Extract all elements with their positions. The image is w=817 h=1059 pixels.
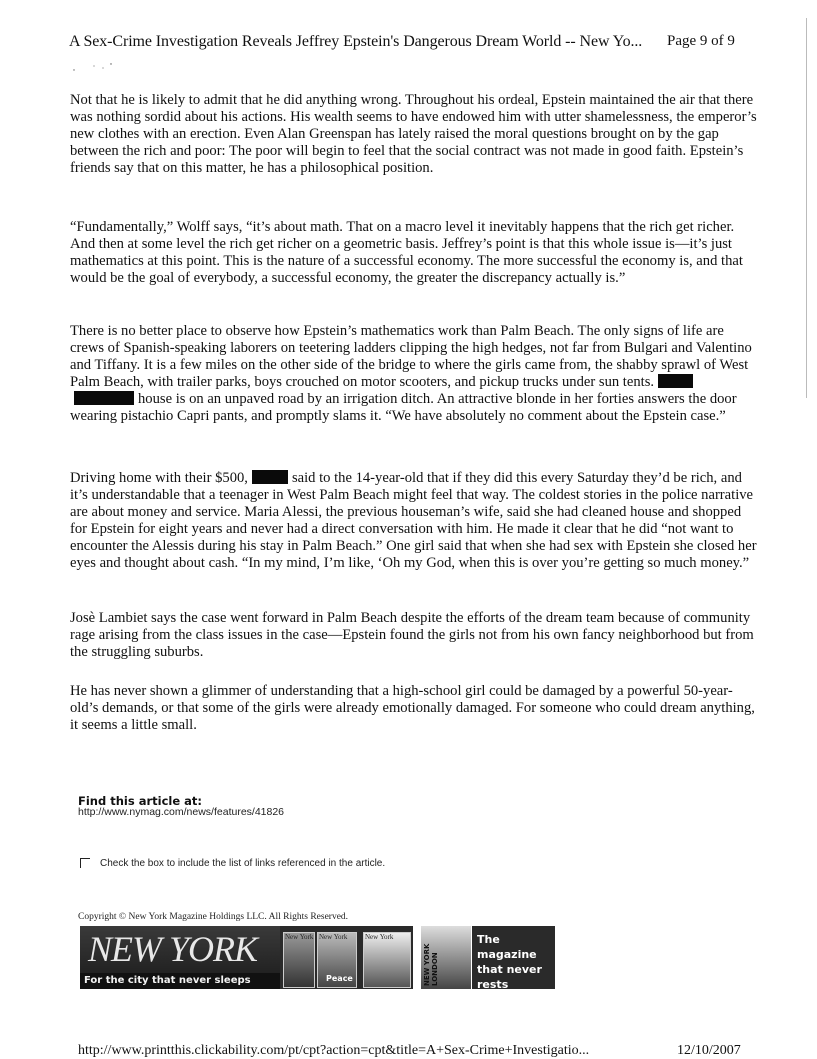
- promo-cover-thumbnail: [421, 926, 472, 989]
- banner-tagline: For the city that never sleeps: [80, 973, 280, 989]
- paragraph-text: house is on an unpaved road by an irrigation ditch. An attractive blonde in her forties answers the door wearing pistachio Capri pants, and promptly slams it. “We have absolutely no comment about the Epstein case.”: [70, 391, 737, 424]
- page-number: Page 9 of 9: [667, 33, 735, 49]
- new-york-logo: NEW YORK: [88, 929, 258, 969]
- ad-banner[interactable]: [80, 926, 555, 1021]
- magazine-cover-thumbnail: [363, 932, 411, 988]
- cover-headline: Peace: [326, 974, 353, 983]
- promo-spine-text: NEW YORK LONDON: [423, 943, 439, 986]
- promo-line: Just 44¢ an issue!: [477, 993, 547, 1021]
- print-date: 12/10/2007: [677, 1043, 741, 1058]
- article-paragraph: [70, 323, 760, 425]
- paragraph-text: There is no better place to observe how Epstein’s mathematics work than Palm Beach. The only signs of life are crews of Spanish-speaking laborers on teetering ladders clipping the high hedges, not far from Bulgari and Valentino and Tiffany. It is a few miles on the other side of the bridge to where the girls came from, the shabby sprawl of West Palm Beach, with trailer parks, boys crouched on motor scooters, and pickup trucks under sun tents.: [70, 323, 752, 390]
- magazine-cover-thumbnail: [317, 932, 357, 988]
- redaction-block: [74, 391, 134, 405]
- print-url: http://www.printthis.clickability.com/pt/cpt?action=cpt&title=A+Sex-Crime+Investigatio...: [78, 1043, 590, 1058]
- paragraph-text: Driving home with their $500,: [70, 470, 248, 486]
- page-header-title: A Sex-Crime Investigation Reveals Jeffrey Epstein's Dangerous Dream World -- New Yo...: [69, 33, 643, 50]
- article-paragraph: [70, 470, 760, 572]
- paragraph-text: said to the 14-year-old that if they did this every Saturday they’d be rich, and it’s understandable that a teenager in West Palm Beach might feel that way. The coldest stories in the police narrative are about money and service. Maria Alessi, the previous houseman’s wife, said she had cleaned house and shopped for Epstein for eight years and never had a direct conversation with him. He made it clear that he did “not want to encounter the Alessis during his stay in Palm Beach.” One girl said that when she had sex with Epstein she closed her eyes and thought about cash. “In my mind, I’m like, ‘Oh my God, when this is over you’re getting so much money.”: [70, 470, 757, 571]
- cover-masthead: New York: [319, 933, 348, 941]
- promo-line: The magazine: [477, 933, 537, 961]
- redaction-block: [252, 470, 288, 484]
- article-paragraph: He has never shown a glimmer of understanding that a high-school girl could be damaged by a powerful 50-year-old’s demands, or that some of the girls were already emotionally damaged. For someone who could dream anything, it seems a little small.: [70, 683, 755, 733]
- copyright-notice: Copyright © New York Magazine Holdings LLC. All Rights Reserved.: [78, 912, 349, 922]
- article-paragraph: Josè Lambiet says the case went forward in Palm Beach despite the efforts of the dream team because of community rage arising from the class issues in the case—Epstein found the girls not from his own fancy neighborhood but from the struggling suburbs.: [70, 610, 754, 660]
- subscription-promo: [477, 932, 553, 1022]
- article-paragraph: Not that he is likely to admit that he did anything wrong. Throughout his ordeal, Epstein maintained the air that there was nothing sordid about his actions. His wealth seems to have endowed him with utter shamelessness, the emperor’s new clothes with an erection. Even Alan Greenspan has lately raised the moral questions brought on by the gap between the rich and poor: The poor will begin to feel that the social contract was not made in good faith. Epstein’s friends say that on this matter, he has a philosophical position.: [70, 92, 757, 176]
- redaction-block: [658, 374, 693, 388]
- article-paragraph: “Fundamentally,” Wolff says, “it’s about math. That on a macro level it inevitably happens that the rich get richer. And then at some level the rich get richer on a geometric basis. Jeffrey’s point is that this whole issue is—it’s just mathematics at this point. This is the nature of a successful economy. The more successful the economy is, and that would be the goal of everybody, a successful economy, the greater the discrepancy actually is.”: [70, 219, 743, 286]
- include-links-label: Check the box to include the list of links referenced in the article.: [100, 858, 386, 869]
- find-article-heading: Find this article at:: [78, 794, 202, 808]
- scan-edge-line: [806, 18, 807, 398]
- magazine-cover-thumbnail: [283, 932, 315, 988]
- article-url-link[interactable]: http://www.nymag.com/news/features/41826: [78, 806, 285, 818]
- include-links-checkbox[interactable]: [80, 858, 90, 868]
- banner-divider: [413, 926, 421, 989]
- cover-masthead: New York: [365, 933, 394, 941]
- scan-specks: [70, 60, 130, 76]
- new-york-logo-panel: [80, 926, 280, 989]
- promo-line: that never rests: [477, 963, 542, 991]
- cover-masthead: New York: [285, 933, 314, 941]
